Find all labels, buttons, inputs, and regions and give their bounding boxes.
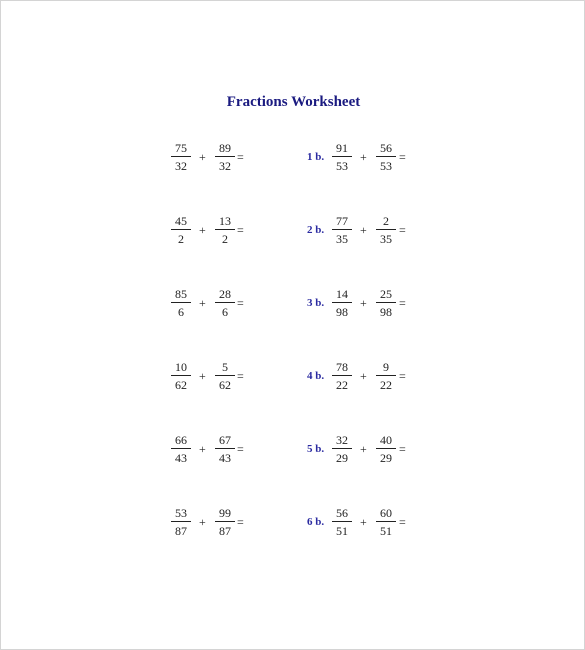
numerator: 91 — [336, 141, 348, 155]
first-fraction — [171, 141, 191, 173]
second-fraction — [376, 141, 396, 173]
fraction-bar — [376, 375, 396, 376]
numerator: 99 — [219, 506, 231, 520]
numerator: 25 — [380, 287, 392, 301]
numerator: 2 — [383, 214, 389, 228]
plus-sign: + — [360, 150, 367, 164]
equals-sign: = — [399, 369, 406, 383]
first-fraction — [171, 360, 191, 392]
second-fraction — [215, 506, 235, 538]
problem-row — [1, 214, 585, 254]
numerator: 78 — [336, 360, 348, 374]
denominator: 32 — [175, 159, 187, 173]
equals-sign: = — [399, 150, 406, 164]
fraction-bar — [171, 156, 191, 157]
fraction-bar — [376, 156, 396, 157]
fraction-bar — [332, 229, 352, 230]
problem-label: 2 b. — [307, 224, 325, 236]
denominator: 53 — [380, 159, 392, 173]
fraction-bar — [332, 448, 352, 449]
first-fraction — [171, 506, 191, 538]
denominator: 22 — [336, 378, 348, 392]
problem-label: 6 b. — [307, 516, 325, 528]
equals-sign: = — [237, 442, 244, 456]
worksheet-title: Fractions Worksheet — [226, 94, 361, 110]
equals-sign: = — [399, 515, 406, 529]
first-fraction — [332, 360, 352, 392]
denominator: 51 — [336, 524, 348, 538]
first-fraction — [332, 287, 352, 319]
denominator: 98 — [336, 305, 348, 319]
problem-label: 5 b. — [307, 443, 325, 455]
fraction-bar — [215, 448, 235, 449]
denominator: 62 — [219, 378, 231, 392]
fraction-bar — [171, 521, 191, 522]
problem-row — [1, 141, 585, 181]
denominator: 6 — [178, 305, 184, 319]
fraction-bar — [215, 302, 235, 303]
numerator: 5 — [222, 360, 228, 374]
equals-sign: = — [237, 515, 244, 529]
numerator: 28 — [219, 287, 231, 301]
plus-sign: + — [199, 296, 206, 310]
problem-row — [1, 433, 585, 473]
numerator: 85 — [175, 287, 187, 301]
problem-row — [1, 506, 585, 546]
plus-sign: + — [199, 442, 206, 456]
denominator: 62 — [175, 378, 187, 392]
second-fraction — [215, 287, 235, 319]
numerator: 89 — [219, 141, 231, 155]
denominator: 51 — [380, 524, 392, 538]
plus-sign: + — [199, 223, 206, 237]
numerator: 9 — [383, 360, 389, 374]
fraction-bar — [215, 375, 235, 376]
plus-sign: + — [360, 515, 367, 529]
second-fraction — [376, 360, 396, 392]
denominator: 43 — [175, 451, 187, 465]
fraction-bar — [171, 302, 191, 303]
first-fraction — [171, 214, 191, 246]
fraction-bar — [332, 521, 352, 522]
plus-sign: + — [199, 150, 206, 164]
problem-row — [1, 360, 585, 400]
denominator: 35 — [380, 232, 392, 246]
fraction-bar — [332, 302, 352, 303]
equals-sign: = — [399, 296, 406, 310]
fraction-bar — [171, 448, 191, 449]
plus-sign: + — [199, 515, 206, 529]
first-fraction — [171, 287, 191, 319]
second-fraction — [215, 141, 235, 173]
second-fraction — [215, 214, 235, 246]
first-fraction — [332, 506, 352, 538]
equals-sign: = — [237, 296, 244, 310]
first-fraction — [332, 433, 352, 465]
numerator: 66 — [175, 433, 187, 447]
numerator: 13 — [219, 214, 231, 228]
denominator: 22 — [380, 378, 392, 392]
denominator: 29 — [336, 451, 348, 465]
equals-sign: = — [399, 223, 406, 237]
fraction-bar — [376, 448, 396, 449]
numerator: 56 — [336, 506, 348, 520]
denominator: 35 — [336, 232, 348, 246]
fraction-bar — [376, 302, 396, 303]
second-fraction — [215, 360, 235, 392]
second-fraction — [376, 287, 396, 319]
equals-sign: = — [237, 223, 244, 237]
denominator: 98 — [380, 305, 392, 319]
problem-label: 1 b. — [307, 151, 325, 163]
fraction-bar — [376, 229, 396, 230]
equals-sign: = — [237, 369, 244, 383]
denominator: 2 — [222, 232, 228, 246]
first-fraction — [171, 433, 191, 465]
denominator: 2 — [178, 232, 184, 246]
second-fraction — [215, 433, 235, 465]
fraction-bar — [215, 156, 235, 157]
second-fraction — [376, 214, 396, 246]
fraction-bar — [332, 375, 352, 376]
numerator: 60 — [380, 506, 392, 520]
second-fraction — [376, 433, 396, 465]
problem-row — [1, 287, 585, 327]
equals-sign: = — [399, 442, 406, 456]
plus-sign: + — [199, 369, 206, 383]
numerator: 10 — [175, 360, 187, 374]
fraction-bar — [376, 521, 396, 522]
denominator: 87 — [219, 524, 231, 538]
second-fraction — [376, 506, 396, 538]
plus-sign: + — [360, 369, 367, 383]
denominator: 6 — [222, 305, 228, 319]
numerator: 53 — [175, 506, 187, 520]
numerator: 77 — [336, 214, 348, 228]
plus-sign: + — [360, 442, 367, 456]
numerator: 45 — [175, 214, 187, 228]
numerator: 75 — [175, 141, 187, 155]
fraction-bar — [215, 229, 235, 230]
numerator: 14 — [336, 287, 348, 301]
plus-sign: + — [360, 296, 367, 310]
plus-sign: + — [360, 223, 367, 237]
denominator: 32 — [219, 159, 231, 173]
first-fraction — [332, 141, 352, 173]
denominator: 29 — [380, 451, 392, 465]
fraction-bar — [332, 156, 352, 157]
numerator: 56 — [380, 141, 392, 155]
denominator: 87 — [175, 524, 187, 538]
numerator: 40 — [380, 433, 392, 447]
numerator: 67 — [219, 433, 231, 447]
equals-sign: = — [237, 150, 244, 164]
problem-label: 3 b. — [307, 297, 325, 309]
problem-label: 4 b. — [307, 370, 325, 382]
fraction-bar — [171, 375, 191, 376]
denominator: 43 — [219, 451, 231, 465]
denominator: 53 — [336, 159, 348, 173]
fraction-bar — [171, 229, 191, 230]
fraction-bar — [215, 521, 235, 522]
first-fraction — [332, 214, 352, 246]
numerator: 32 — [336, 433, 348, 447]
